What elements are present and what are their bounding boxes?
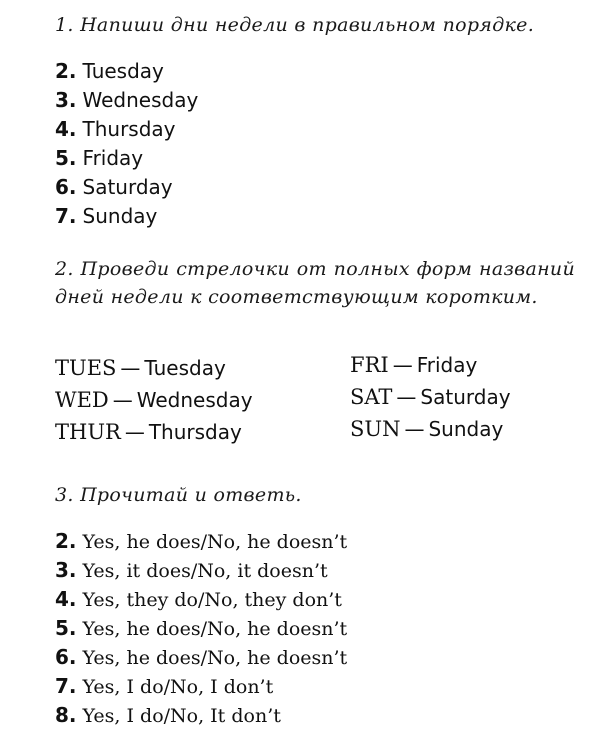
item-text: Friday [82, 146, 144, 170]
item-number: 2. [55, 529, 77, 553]
abbr-pair [350, 381, 511, 413]
item-number: 5. [55, 616, 77, 640]
abbr-dash: — [392, 353, 413, 377]
item-text: Yes, he does/No, he doesn’t [82, 531, 348, 553]
item-text: Yes, I do/No, It don’t [82, 705, 281, 727]
item-number: 4. [55, 587, 77, 611]
abbr-short: WED [55, 388, 109, 412]
task1-title: 1. Напиши дни недели в правильном порядке. [55, 14, 535, 36]
abbr-short: THUR [55, 420, 121, 444]
item-text: Yes, I do/No, I don’t [82, 676, 274, 698]
item-number: 7. [55, 674, 77, 698]
abbr-dash: — [404, 417, 425, 441]
task1-list [55, 57, 198, 231]
item-text: Yes, it does/No, it doesn’t [82, 560, 328, 582]
abbr-dash: — [124, 420, 145, 444]
item-number: 2. [55, 59, 77, 83]
abbr-full: Thursday [148, 420, 242, 444]
abbr-full: Wednesday [136, 388, 253, 412]
item-text: Thursday [82, 117, 176, 141]
abbr-short: FRI [350, 353, 389, 377]
abbr-dash: — [112, 388, 133, 412]
item-number: 6. [55, 645, 77, 669]
item-number: 5. [55, 146, 77, 170]
list-item [55, 585, 347, 614]
list-item [55, 115, 198, 144]
item-number: 6. [55, 175, 77, 199]
abbr-full: Friday [416, 353, 478, 377]
abbr-pair [55, 352, 253, 384]
list-item [55, 527, 347, 556]
list-item [55, 643, 347, 672]
abbr-short: SAT [350, 385, 393, 409]
task2-right-column [350, 349, 511, 445]
item-text: Wednesday [82, 88, 199, 112]
item-text: Yes, they do/No, they don’t [82, 589, 342, 611]
item-text: Yes, he does/No, he doesn’t [82, 647, 348, 669]
item-text: Saturday [82, 175, 173, 199]
item-text: Tuesday [82, 59, 164, 83]
list-item [55, 57, 198, 86]
item-number: 7. [55, 204, 77, 228]
abbr-short: SUN [350, 417, 401, 441]
abbr-pair [350, 349, 511, 381]
list-item [55, 672, 347, 701]
item-number: 8. [55, 703, 77, 727]
task2-left-column [55, 352, 253, 448]
abbr-pair [55, 416, 253, 448]
abbr-short: TUES [55, 356, 117, 380]
abbr-full: Tuesday [144, 356, 226, 380]
item-text: Yes, he does/No, he doesn’t [82, 618, 348, 640]
abbr-pair [55, 384, 253, 416]
abbr-full: Sunday [428, 417, 504, 441]
item-number: 3. [55, 558, 77, 582]
task2-title: 2. Проведи стрелочки от полных форм названий дней недели к соответствующим коротким. [55, 258, 575, 308]
abbr-dash: — [396, 385, 417, 409]
task3-list [55, 527, 347, 730]
item-number: 4. [55, 117, 77, 141]
list-item [55, 144, 198, 173]
item-number: 3. [55, 88, 77, 112]
abbr-dash: — [120, 356, 141, 380]
item-text: Sunday [82, 204, 158, 228]
list-item [55, 86, 198, 115]
list-item [55, 701, 347, 730]
task3-title: 3. Прочитай и ответь. [55, 484, 302, 506]
abbr-full: Saturday [420, 385, 511, 409]
list-item [55, 556, 347, 585]
abbr-pair [350, 413, 511, 445]
list-item [55, 614, 347, 643]
list-item [55, 173, 198, 202]
list-item [55, 202, 198, 231]
